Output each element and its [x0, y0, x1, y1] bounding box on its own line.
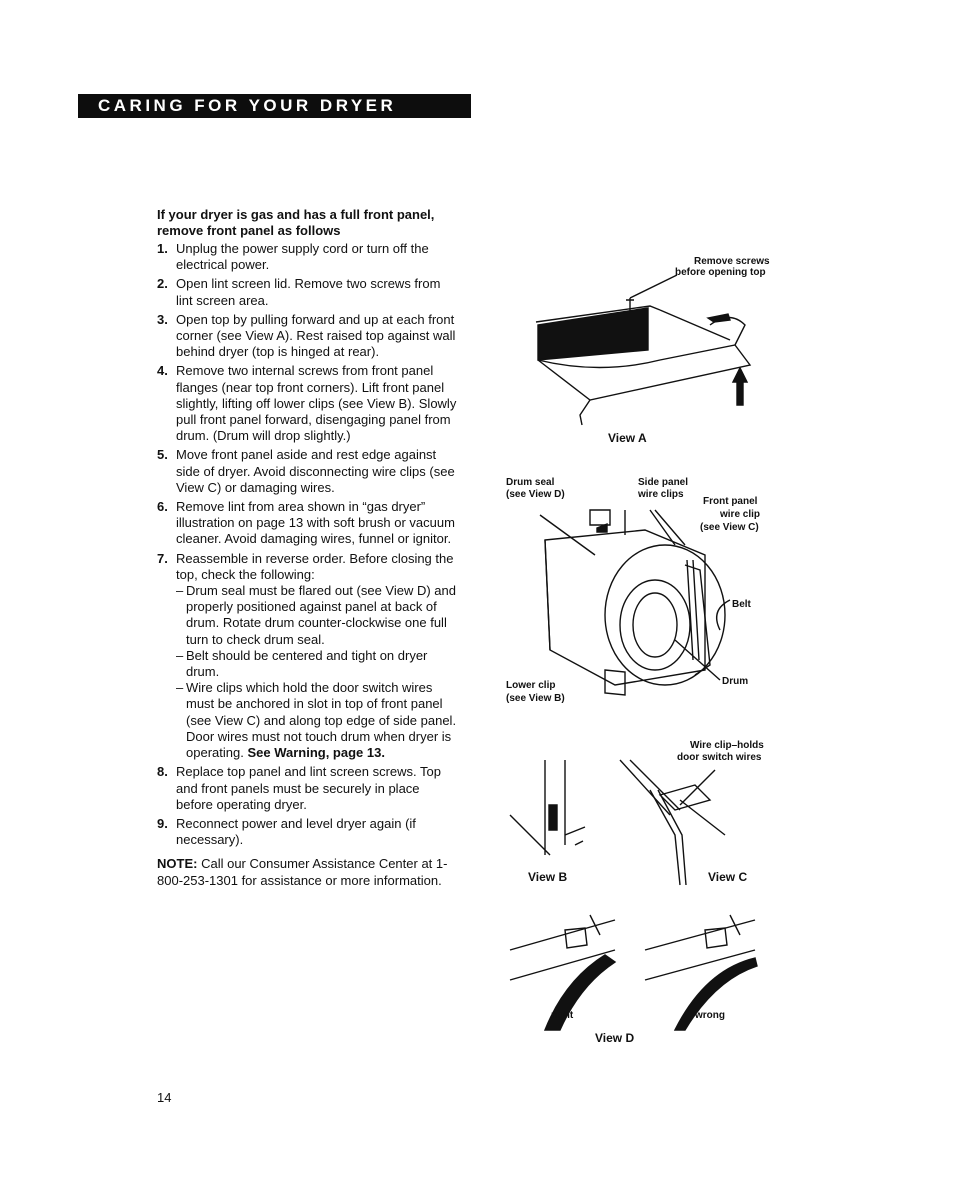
step-number: 3. — [157, 311, 168, 327]
dash-glyph: – — [176, 647, 184, 663]
view-a-callout-line-1: Remove screws — [694, 256, 770, 267]
view-a-dryer-top-illustration — [530, 270, 770, 430]
view-c-callout-line-2: door switch wires — [677, 752, 762, 763]
step-text: Reconnect power and level dryer again (if necessary). — [176, 815, 416, 848]
step-item — [157, 363, 457, 444]
steps-list — [157, 241, 457, 848]
lower-clip-label-line-2: (see View B) — [506, 693, 565, 704]
instructions — [157, 207, 457, 889]
front-clip-label-line-3: (see View C) — [700, 522, 759, 533]
step-number: 7. — [157, 550, 168, 566]
step-text: Open lint screen lid. Remove two screws from lint screen area. — [176, 276, 441, 308]
dash-glyph: – — [176, 680, 184, 696]
checklist — [176, 583, 457, 761]
lower-clip-label-line-1: Lower clip — [506, 680, 556, 691]
step-number: 2. — [157, 276, 168, 292]
step-number: 4. — [157, 363, 168, 379]
view-b-caption: View B — [528, 870, 568, 884]
step-text: Unplug the power supply cord or turn off the electrical power. — [176, 241, 429, 273]
step-number: 5. — [157, 447, 168, 463]
page-number: 14 — [157, 1090, 172, 1105]
note-label: NOTE: — [157, 856, 198, 872]
check-text: Wire clips which hold the door switch wires must be anchored in slot in top of front panel (see View C) and along top edge of side panel. Door wires must not touch drum when dryer is operating. — [186, 680, 457, 761]
instructions-heading: If your dryer is gas and has a full front panel, remove front panel as follows — [157, 207, 435, 238]
section-banner: CARING FOR YOUR DRYER — [78, 94, 471, 118]
check-text: Belt should be centered and tight on dryer drum. — [186, 647, 428, 680]
check-item — [176, 583, 457, 648]
step-text: Open top by pulling forward and up at each front corner (see View A). Rest raised top against wall behind dryer (top is hinged at rear). — [176, 311, 456, 360]
step-text: Replace top panel and lint screen screws. Top and front panels must be securely in place before operating dryer. — [176, 764, 441, 812]
drum-seal-label-line-1: Drum seal — [506, 477, 555, 488]
step-text: Remove two internal screws from front panel flanges (near top front corners). Lift front panel slightly, lifting off lower clips (see View B). Slowly pull front panel forward, disengaging panel from drum. (Drum will drop slightly.) — [176, 363, 457, 444]
check-item — [176, 648, 457, 680]
view-a-callout-line-2: before opening top — [675, 267, 766, 278]
note-text: Call our Consumer Assistance Center at 1-800-253-1301 for assistance or more information. — [157, 856, 448, 888]
side-panel-label-line-2: wire clips — [638, 489, 684, 500]
step-item — [157, 816, 457, 848]
view-d-drum-seal-illustration — [505, 910, 775, 1035]
step-item — [157, 276, 457, 308]
check-text: Drum seal must be flared out (see View D) and properly positioned against panel at back of drum. Rotate drum counter-clockwise one full turn to check drum seal. — [186, 583, 456, 647]
step-item — [157, 312, 457, 361]
belt-label: Belt — [732, 599, 751, 610]
step-item — [157, 241, 457, 273]
view-d-right-label: right — [551, 1010, 574, 1021]
note — [157, 856, 457, 888]
step-number: 6. — [157, 499, 168, 515]
step-number: 1. — [157, 241, 168, 256]
step-number: 9. — [157, 815, 168, 831]
dash-glyph: – — [176, 583, 184, 599]
front-clip-label-line-2: wire clip — [720, 509, 761, 520]
step-item — [157, 447, 457, 496]
front-clip-label-line-1: Front panel — [703, 496, 758, 507]
check-item — [176, 680, 457, 761]
step-item — [157, 499, 457, 548]
step-text: Move front panel aside and rest edge against side of dryer. Avoid disconnecting wire clips (see View C) or damaging wires. — [176, 447, 455, 495]
step-item — [157, 764, 457, 813]
step-text: Remove lint from area shown in “gas dryer” illustration on page 13 with soft brush or vacuum cleaner. Avoid damaging wires, funnel or ignitor. — [176, 499, 455, 547]
view-b-lower-clip-illustration — [505, 755, 595, 865]
view-d-wrong-label: wrong — [695, 1010, 725, 1021]
drum-seal-label-line-2: (see View D) — [506, 489, 565, 500]
view-c-caption: View C — [708, 870, 748, 884]
view-c-callout-line-1: Wire clip–holds — [690, 740, 764, 751]
view-a-caption: View A — [608, 431, 647, 445]
step-number: 8. — [157, 764, 168, 780]
side-panel-label-line-1: Side panel — [638, 477, 689, 488]
step-text: Reassemble in reverse order. Before closing the top, check the following: — [176, 550, 454, 582]
warning-reference: See Warning, page 13. — [247, 745, 385, 761]
view-d-caption: View D — [595, 1031, 635, 1045]
drum-label: Drum — [722, 676, 749, 687]
step-item — [157, 551, 457, 762]
